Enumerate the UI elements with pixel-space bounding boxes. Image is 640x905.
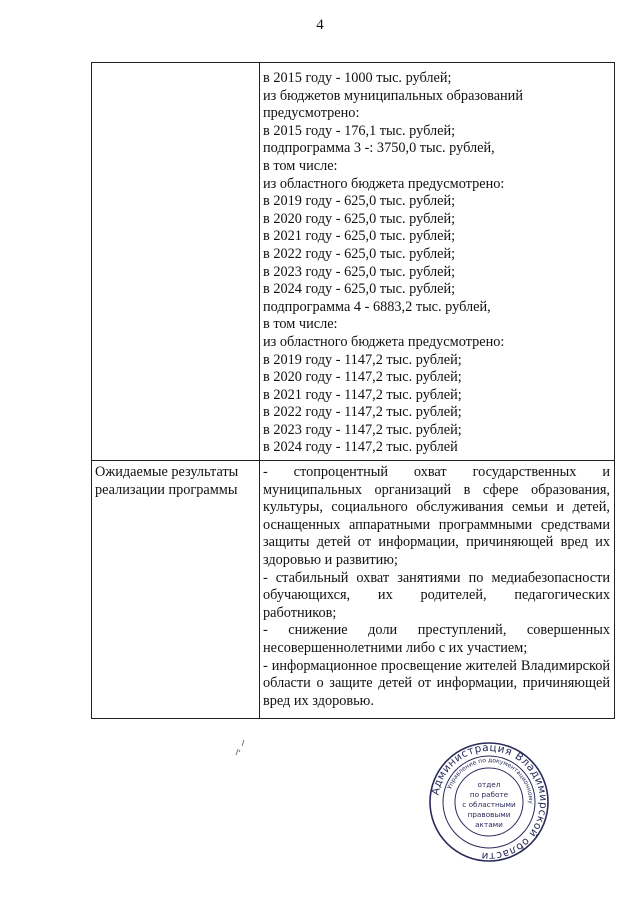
stamp-outer-text: Администрация Владимирской области bbox=[429, 741, 550, 863]
results-value-cell bbox=[260, 461, 615, 719]
program-passport-table bbox=[91, 62, 615, 719]
stamp-center-line: правовыми bbox=[467, 810, 511, 819]
funding-value-cell bbox=[260, 63, 615, 461]
results-label-line: Ожидаемые результаты bbox=[95, 464, 239, 481]
funding-line: в 2021 году - 625,0 тыс. рублей; bbox=[263, 228, 456, 245]
funding-row bbox=[92, 63, 615, 461]
funding-line: подпрограмма 4 - 6883,2 тыс. рублей, bbox=[263, 298, 491, 315]
official-stamp bbox=[428, 741, 550, 863]
funding-line: в 2019 году - 625,0 тыс. рублей; bbox=[263, 193, 456, 210]
funding-line: в 2023 году - 1147,2 тыс. рублей; bbox=[263, 421, 462, 438]
funding-line: в 2020 году - 625,0 тыс. рублей; bbox=[263, 210, 456, 227]
funding-label-cell bbox=[92, 63, 260, 461]
result-item: - стопроцентный охват государственных и муниципальных организаций в сфере образования, культуры, социального обслуживания семьи и детей, оснащенных аппаратными программными средствами защиты детей от информации, причиняющей вред их здоровью и развитию; bbox=[263, 464, 610, 569]
result-item: - информационное просвещение жителей Владимирской области о защите детей от информации, причиняющей вред их здоровью. bbox=[263, 657, 610, 709]
funding-line: в 2022 году - 1147,2 тыс. рублей; bbox=[263, 404, 462, 421]
funding-line: в том числе: bbox=[263, 157, 338, 174]
funding-line: в 2021 году - 1147,2 тыс. рублей; bbox=[263, 386, 462, 403]
stamp-inner-text: Управление по документационному bbox=[446, 756, 535, 804]
stamp-center-line: отдел bbox=[477, 780, 501, 789]
results-row bbox=[92, 461, 615, 719]
funding-line: в 2024 году - 1147,2 тыс. рублей bbox=[263, 439, 458, 456]
funding-line: в 2020 году - 1147,2 тыс. рублей; bbox=[263, 369, 462, 386]
funding-line: в 2023 году - 625,0 тыс. рублей; bbox=[263, 263, 456, 280]
funding-line: из областного бюджета предусмотрено: bbox=[263, 175, 505, 192]
funding-line: из бюджетов муниципальных образований bbox=[263, 87, 523, 104]
funding-line: из областного бюджета предусмотрено: bbox=[263, 333, 505, 350]
funding-line: в 2024 году - 625,0 тыс. рублей; bbox=[263, 281, 456, 298]
funding-line: в 2015 году - 1000 тыс. рублей; bbox=[263, 70, 452, 86]
funding-line: в 2019 году - 1147,2 тыс. рублей; bbox=[263, 351, 462, 368]
page-number: 4 bbox=[316, 17, 324, 33]
pen-mark bbox=[233, 738, 247, 758]
result-item: - стабильный охват занятиями по медиабезопасности обучающихся, их родителей, педагогических работников; bbox=[263, 569, 610, 621]
result-item: - снижение доли преступлений, совершенных несовершеннолетними либо с их участием; bbox=[263, 622, 610, 656]
funding-line: подпрограмма 3 -: 3750,0 тыс. рублей, bbox=[263, 140, 495, 157]
stamp-center-line: актами bbox=[475, 820, 503, 829]
funding-line: в том числе: bbox=[263, 316, 338, 333]
funding-line: в 2015 году - 176,1 тыс. рублей; bbox=[263, 122, 456, 139]
funding-line: предусмотрено: bbox=[263, 105, 360, 122]
stamp-center-line: с областными bbox=[462, 800, 516, 809]
results-label-line: реализации программы bbox=[95, 481, 238, 498]
funding-line: в 2022 году - 625,0 тыс. рублей; bbox=[263, 245, 456, 262]
results-label-cell bbox=[92, 461, 260, 719]
stamp-center-line: по работе bbox=[469, 790, 509, 799]
